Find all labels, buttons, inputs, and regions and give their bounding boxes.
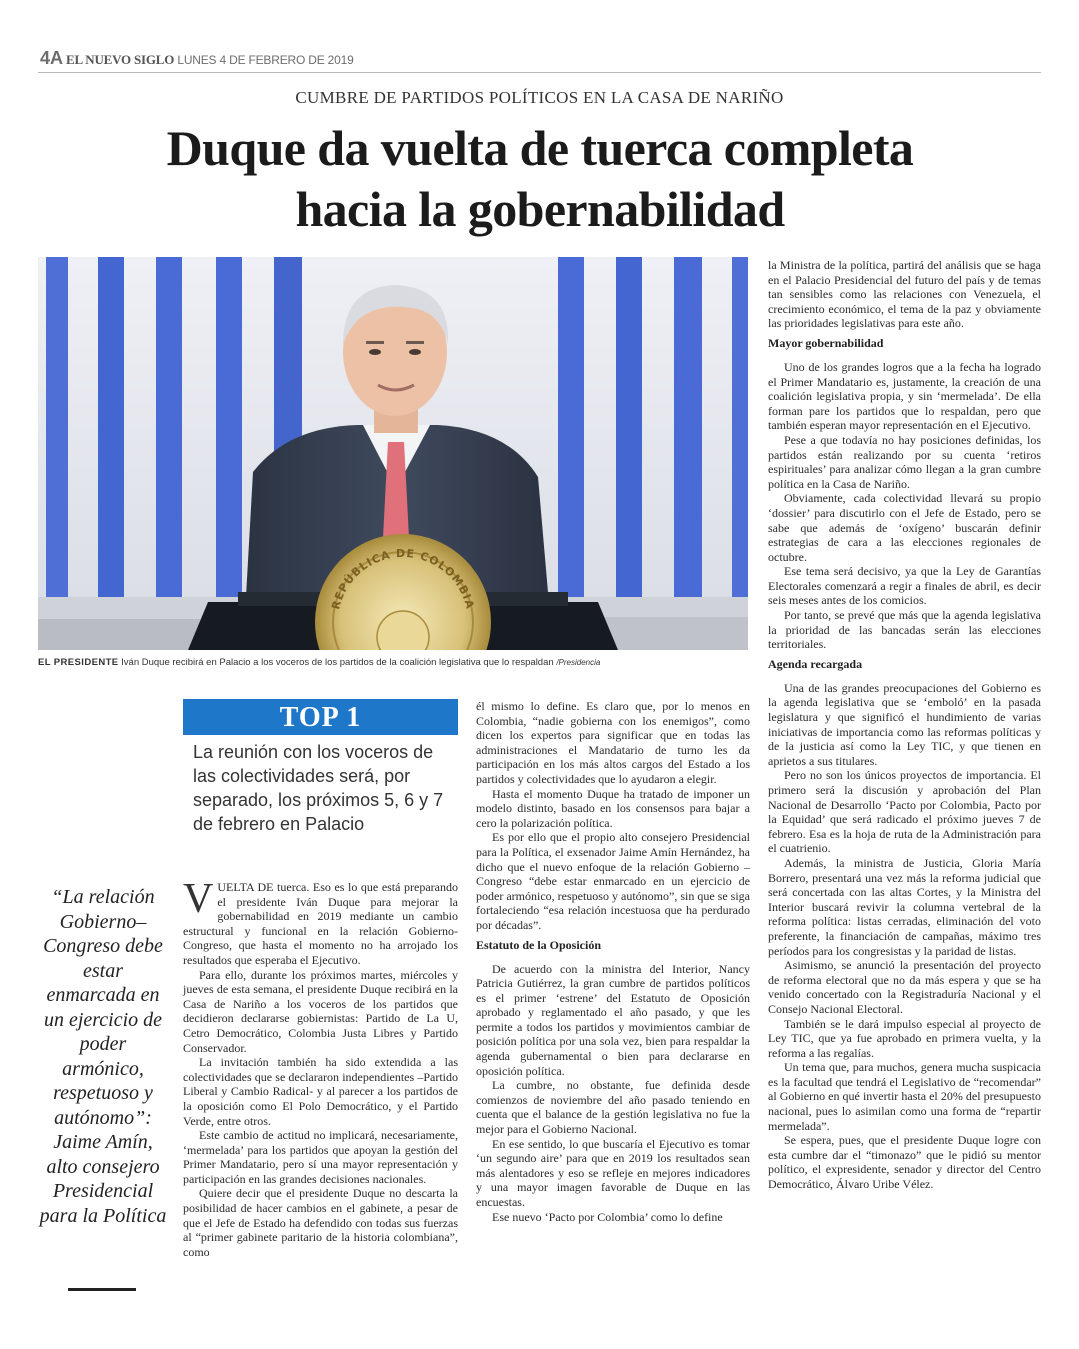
highlight-text: La reunión con los voceros de las colectividades será, por separado, los próximos 5, 6 y 7 de febrero en Palacio — [193, 742, 444, 834]
paragraph: La invitación también ha sido extendida a las colectividades que se declararon independientes –Partido Liberal y Cambio Radical- y al parecer a los partidos de la oposición como El Polo Democrático, y el Partido Verde, entre otros. — [183, 1055, 458, 1128]
paragraph: En ese sentido, lo que buscaría el Ejecutivo es tomar ‘un segundo aire’ para que en 2019 los resultados sean más alentadores y eso se refleje en mejores indicadores y una mayor imagen favorable de Duque en las encuestas. — [476, 1136, 750, 1209]
paragraph: Hasta el momento Duque ha tratado de imponer un modelo distinto, basado en los consensos para bajar a cero la polarización política. — [476, 786, 750, 830]
subheading: Agenda recargada — [768, 656, 863, 671]
paragraph: Una de las grandes preocupaciones del Gobierno es la agenda legislativa que se ‘emboló’ en la pasada legislatura y que significó el hundimiento de varias iniciativas de importancia como las reformas políticas y de la justicia así como la Ley TIC, y que tienen en aprietos a sus titulares. — [768, 680, 1041, 768]
paragraph: Obviamente, cada colectividad llevará su propio ‘dossier’ para discutirlo con el Jefe de Estado, pero se sabe que además de ‘oxígeno’ buscarán definir estrategias de cara a las elecciones regionales de octubre. — [768, 491, 1041, 564]
headline-line-1: Duque da vuelta de tuerca completa — [166, 120, 914, 176]
subheading: Mayor gobernabilidad — [768, 335, 884, 350]
seal-inscription: REPÚBLICA DE COLOMBIA — [329, 546, 477, 611]
paragraph: Ese nuevo ‘Pacto por Colombia’ como lo define — [492, 1209, 723, 1224]
issue-date: LUNES 4 DE FEBRERO DE 2019 — [177, 53, 354, 67]
article-column-3 — [768, 258, 1041, 1192]
paragraph: la Ministra de la política, partirá del análisis que se haga en el Palacio Presidencial del futuro del país y de temas tan sensibles como las relaciones con Venezuela, el crecimiento económico, el tema de la paz y obviamente las prioridades legislativas para este año. — [768, 258, 1041, 331]
paragraph: Asimismo, se anunció la presentación del proyecto de reforma electoral que no da más espera y que se ha venido concertado con la Registraduría Nacional y el Consejo Nacional Electoral. — [768, 958, 1041, 1016]
pull-quote-rule — [68, 1288, 136, 1291]
paragraph: Un tema que, para muchos, genera mucha suspicacia es la facultad que tendrá el Legislativo de “recomendar” al Gobierno en qué invertir hasta el 20% del presupuesto nacional, pues lo asimilan como una forma de “repartir mermelada”. — [768, 1060, 1041, 1133]
paragraph: Pese a que todavía no hay posiciones definidas, los partidos están realizando por su cuenta ‘retiros espirituales’ para analizar cómo llegan a la gran cumbre política en la Casa de Nariño. — [768, 432, 1041, 491]
paragraph: También se le dará impulso especial al proyecto de Ley TIC, que ya fue aprobado en primera vuelta, y la reforma a las regalías. — [768, 1016, 1041, 1060]
photo-credit: /Presidencia — [556, 658, 601, 667]
paragraph: Además, la ministra de Justicia, Gloria María Borrero, presentará una vez más la reforma judicial que será concertada con las altas Cortes, y la Ministra del Interior buscará revivir la columna vertebral de la reforma política: listas cerradas, eliminación del voto preferente, la financiación de campañas, máximo tres períodos para los congresistas y la paridad de listas. — [768, 855, 1041, 958]
article-kicker: CUMBRE DE PARTIDOS POLÍTICOS EN LA CASA DE NARIÑO — [295, 88, 784, 107]
paragraph: Uno de los grandes logros que a la fecha ha logrado el Primer Mandatario es, justamente, la creación de una coalición legislativa propia, y sin ‘mermelada’. De ella forman pare los partidos que lo respaldan, pero que también esperan mayor representación en el Ejecutivo. — [768, 359, 1041, 433]
paragraph: De acuerdo con la ministra del Interior, Nancy Patricia Gutiérrez, la gran cumbre de partidos políticos es el primer ‘estrene’ del Estatuto de Oposición aprobado y reglamentado el año pasado, y que les permite a todos los partidos y movimientos cambiar de posición política por una sola vez, bien para respaldar la agenda gubernamental o bien para declararse en oposición política. — [476, 961, 750, 1078]
paragraph: Este cambio de actitud no implicará, necesariamente, ‘mermelada’ para los partidos que apoyan la gestión del Primer Mandatario, pero sí una mayor representación y participación en las grandes decisiones nacionales. — [183, 1128, 458, 1186]
header-rule — [38, 72, 1041, 73]
article-column-1 — [183, 876, 458, 1259]
page-number: 4A — [40, 48, 64, 68]
paragraph: Por tanto, se prevé que más que la agenda legislativa la prioridad de las bancadas serán las elecciones territoriales. — [768, 608, 1041, 652]
caption-text: Iván Duque recibirá en Palacio a los voceros de los partidos de la coalición legislativa que lo respaldan — [121, 657, 554, 668]
paragraph: VUELTA DE tuerca. Eso es lo que está preparando el presidente Iván Duque para mejorar la gobernabilidad en 2019 mediante un cambio estructural y funcional en la relación Gobierno-Congreso, que hasta el momento no ha arrojado los resultados que esperaba el Ejecutivo. — [183, 876, 458, 967]
subheading: Estatuto de la Oposición — [476, 937, 602, 952]
article-photo — [38, 257, 748, 650]
publication-name: EL NUEVO SIGLO — [66, 52, 175, 67]
headline-line-2: hacia la gobernabilidad — [295, 181, 785, 237]
paragraph: Para ello, durante los próximos martes, miércoles y jueves de esta semana, el presidente Duque recibirá en la Casa de Nariño a los voceros de los partidos que decidieron declararse gobiernistas: Partido de La U, Cetro Democrático, Colombia Justa Libres y Partido Conservador. — [183, 967, 458, 1055]
paragraph: él mismo lo define. Es claro que, por lo menos en Colombia, “nadie gobierna con los enemigos”, como dicen los expertos para significar que en todas las administraciones el Mandatario de turno les da participación en los más altos cargos del Estado a los partidos y colectividades que lo ayudaron a elegir. — [476, 699, 750, 786]
president-at-podium-image — [38, 257, 748, 650]
drop-cap: V — [183, 876, 214, 922]
paragraph: Se espera, pues, que el presidente Duque logre con esta cumbre dar el “timonazo” que le pidió su mentor político, el expresidente, senador y director del Centro Democrático, Álvaro Uribe Vélez. — [768, 1133, 1041, 1192]
caption-label: EL PRESIDENTE — [38, 657, 119, 668]
article-column-2 — [476, 699, 750, 1224]
masthead — [66, 52, 354, 68]
paragraph: Pero no son los únicos proyectos de importancia. El primero será la discusión y aprobación del Plan Nacional de Desarrollo ‘Pacto por Colombia, Pacto por la Equidad’ que será radicado el próximo jueves 7 de febrero. Esa es la hoja de ruta de la Administración para el cuatrienio. — [768, 768, 1041, 856]
pull-quote: “La relación Gobierno–Congreso debe estar enmarcada en un ejercicio de poder armónico, respetuoso y autónomo”: Jaime Amín, alto consejero Presidencial para la Política — [39, 886, 167, 1227]
highlight-banner: TOP 1 — [183, 699, 458, 735]
paragraph: Ese tema será decisivo, ya que la Ley de Garantías Electorales comenzará a regir a finales de abril, es decir seis meses antes de los comicios. — [768, 564, 1041, 608]
article-headline — [40, 118, 1040, 240]
paragraph: La cumbre, no obstante, fue definida desde comienzos de noviembre del año pasado teniendo en cuenta que el balance de la gestión legislativa no fue la mejor para el Gobierno Nacional. — [476, 1078, 750, 1137]
photo-caption — [38, 657, 750, 668]
paragraph: Quiere decir que el presidente Duque no descarta la posibilidad de hacer cambios en el gabinete, a pesar de que el Jefe de Estado ha defendido con todas sus fuerzas al “primer gabinete paritario de la historia colombiana”, como — [183, 1186, 458, 1259]
paragraph: Es por ello que el propio alto consejero Presidencial para la Política, el exsenador Jaime Amín Hernández, ha dicho que el nuevo enfoque de la relación Gobierno – Congreso “debe estar enmarcado en un ejercicio de poder armónico, respetuoso y autónomo”, sin que se siga fortaleciendo “esa relación incestuosa que ha perdurado por décadas”. — [476, 830, 750, 932]
